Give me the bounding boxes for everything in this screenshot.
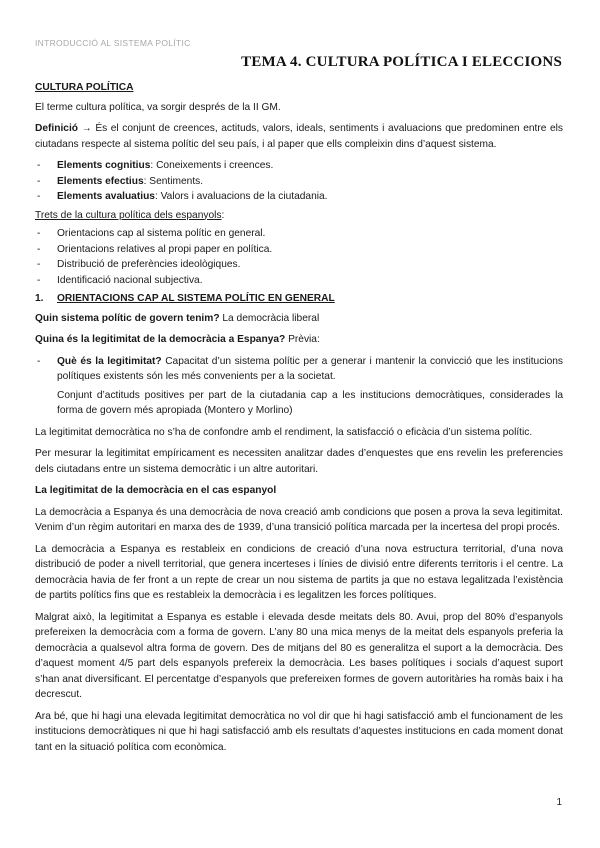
document-title: TEMA 4. CULTURA POLÍTICA I ELECCIONS <box>241 54 562 70</box>
list-item: - Identificació nacional subjectiva. <box>35 273 563 289</box>
list-item: - Orientacions cap al sistema polític en general. <box>35 226 563 242</box>
definition-text: → És el conjunt de creences, actituds, valors, ideals, sentiments i avaluacions que predominen entre els ciutadans respecte al sistema polític del seu país, i al paper que ells compleixin dins d’aquest sistema. <box>35 123 563 150</box>
definition-label: Definició <box>35 123 79 134</box>
elements-list <box>35 158 563 205</box>
paragraph: La democràcia a Espanya és una democràcia de nova creació amb condicions que posen a prova la seva legitimitat. Venim d’un règim autoritari en marxa des de 1939, d’una transició política marcada per la incertesa del propi procés. <box>35 506 563 533</box>
legitimacy-text: Capacitat d’un sistema polític per a generar i mantenir la convicció que les institucions polítiques existents són les més convenients per a la societat. <box>57 355 563 382</box>
traits-heading-colon: : <box>221 209 225 221</box>
intro-paragraph: El terme cultura política, va sorgir després de la II GM. <box>35 101 281 113</box>
traits-list <box>35 226 563 288</box>
list-item <box>35 189 563 205</box>
paragraph-mesurar: Per mesurar la legitimitat empíricament es necessiten analitzar dades d’enquestes que ens revelin les preferencies dels ciutadans entre un sistema democràtic i un altre autoritari. <box>35 448 563 475</box>
element-text: : Coneixements i creences. <box>150 160 274 171</box>
document-body <box>35 80 563 761</box>
section-number: 1. <box>35 293 44 304</box>
element-label: Elements cognitius <box>57 160 151 171</box>
paragraph: Malgrat això, la legitimitat a Espanya es estable i elevada desde meitats dels 80. Avui, prop del 80% d’espanyols prefereixen la democràcia com a forma de govern. L’any 80 una mica menys de la meitat dels espanyols preferia la democràcia a qualsevol altra forma de govern. Des de mitjans del 80 es generalitza el suport a la democràcia. Des d’aquest moment 4/5 part dels espanyols prefereix la democràcia. Les bases polítiques i socials d’aquest suport s’han anat diversificant. El percentatge d’espanyols que prefereixen formes de govern autoritàries ha romàs baix i ha decrescut. <box>35 611 563 700</box>
question-label: Quina és la legitimitat de la democràcia a Espanya? <box>35 334 286 345</box>
legitimacy-list <box>35 354 563 385</box>
legitimacy-definition-2: Conjunt d’actituds positives per part de la ciutadania cap a les institucions democràtiques, considerades la forma de govern més apropiada (Montero y Morlino) <box>57 389 563 416</box>
list-item: - Distribució de preferències ideològiques. <box>35 257 563 273</box>
section-heading-text: ORIENTACIONS CAP AL SISTEMA POLÍTIC EN GENERAL <box>57 293 335 304</box>
element-text: : Valors i avaluacions de la ciutadania. <box>154 191 328 202</box>
section-heading-cultura-politica: CULTURA POLÍTICA <box>35 82 134 93</box>
definition-paragraph <box>35 121 563 152</box>
list-item <box>35 174 563 190</box>
question-system <box>35 311 563 327</box>
element-label: Elements avaluatius <box>57 191 155 202</box>
element-label: Elements efectius <box>57 175 144 187</box>
traits-heading <box>35 208 563 224</box>
list-item <box>35 354 563 385</box>
section-heading-orientacions <box>35 291 563 307</box>
traits-heading-text: Trets de la cultura política dels espanyols <box>35 209 222 221</box>
element-text: : Sentiments. <box>143 175 204 187</box>
paragraph: La democràcia a Espanya es restableix en condicions de creació d’una nova estructura territorial, d’una nova distribució de poder a nivell territorial, que genera incerteses i línies de divisió entre diferents territoris i el centre. La democràcia havia de fer front a un repte de crear un nou sistema de partits ja que no estava legalitzada l’existència de partits polítics fins que es restableix la democràcia i es legalitzen les forces polítiques. <box>35 543 563 601</box>
subheading-cas-espanyol: La legitimitat de la democràcia en el cas espanyol <box>35 485 277 496</box>
paragraph: Ara bé, que hi hagi una elevada legitimitat democràtica no vol dir que hi hagi satisfacció amb el funcionament de les institucions democràtiques ni que hi hagi satisfacció amb els resultats d’aquestes institucions en cada moment donat tant en la situació política com econòmica. <box>35 710 563 753</box>
running-header: INTRODUCCIÓ AL SISTEMA POLÍTIC <box>35 38 191 48</box>
question-label: Quin sistema polític de govern tenim? <box>35 312 220 324</box>
legitimacy-label: Què és la legitimitat? <box>57 355 162 367</box>
paragraph-rendiment: La legitimitat democràtica no s’ha de confondre amb el rendiment, la satisfacció o eficàcia d’un sistema polític. <box>35 426 533 438</box>
question-answer: Prèvia: <box>285 334 320 345</box>
list-item <box>35 158 563 174</box>
question-legitimacy <box>35 332 563 348</box>
list-item: - Orientacions relatives al propi paper en política. <box>35 242 563 258</box>
page-number: 1 <box>556 797 562 808</box>
question-answer: La democràcia liberal <box>219 312 320 324</box>
